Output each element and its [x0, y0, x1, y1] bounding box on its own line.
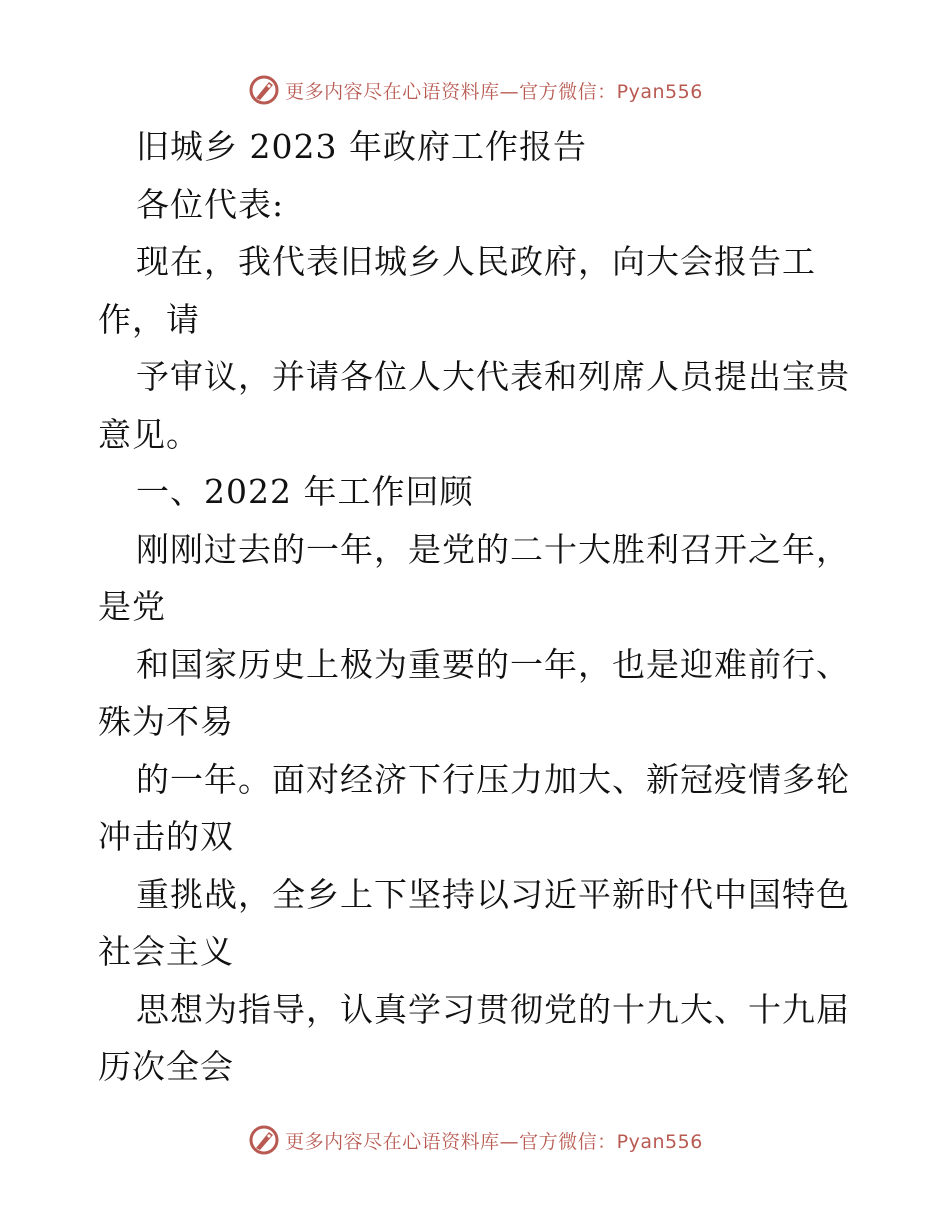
paragraph-line: 作，请: [98, 299, 200, 339]
document-body: [98, 118, 858, 1096]
paragraph-line: 思想为指导，认真学习贯彻党的十九大、十九届: [136, 989, 850, 1029]
paragraph-line: 重挑战，全乡上下坚持以习近平新时代中国特色: [136, 874, 850, 914]
paragraph-line: 予审议，并请各位人大代表和列席人员提出宝贵: [136, 357, 850, 396]
pen-nib-circle-icon: [247, 1123, 281, 1157]
paragraph-line: 社会主义: [98, 932, 234, 971]
paragraph-line: 和国家历史上极为重要的一年，也是迎难前行、: [136, 644, 850, 684]
footer-banner: [0, 1120, 950, 1160]
paragraph-line: 是党: [98, 587, 166, 626]
paragraph-line: 刚刚过去的一年，是党的二十大胜利召开之年，: [136, 529, 850, 569]
doc-title: 旧城乡 2023 年政府工作报告: [136, 127, 587, 166]
paragraph-line: 意见。: [98, 414, 200, 454]
paragraph-line: 冲击的双: [98, 817, 234, 856]
footer-banner-text: 更多内容尽在心语资料库—官方微信：Pyan556: [285, 1130, 703, 1153]
pen-nib-circle-icon: [247, 73, 281, 107]
paragraph-line: 殊为不易: [98, 702, 234, 741]
section-heading: 一、2022 年工作回顾: [136, 472, 474, 511]
paragraph-line: 历次全会: [98, 1047, 234, 1086]
header-banner-text: 更多内容尽在心语资料库—官方微信：Pyan556: [285, 80, 703, 103]
paragraph-line: 现在，我代表旧城乡人民政府，向大会报告工: [136, 242, 816, 281]
paragraph-line: 的一年。面对经济下行压力加大、新冠疫情多轮: [136, 759, 850, 799]
header-banner: [0, 70, 950, 110]
salutation: 各位代表:: [136, 184, 285, 224]
